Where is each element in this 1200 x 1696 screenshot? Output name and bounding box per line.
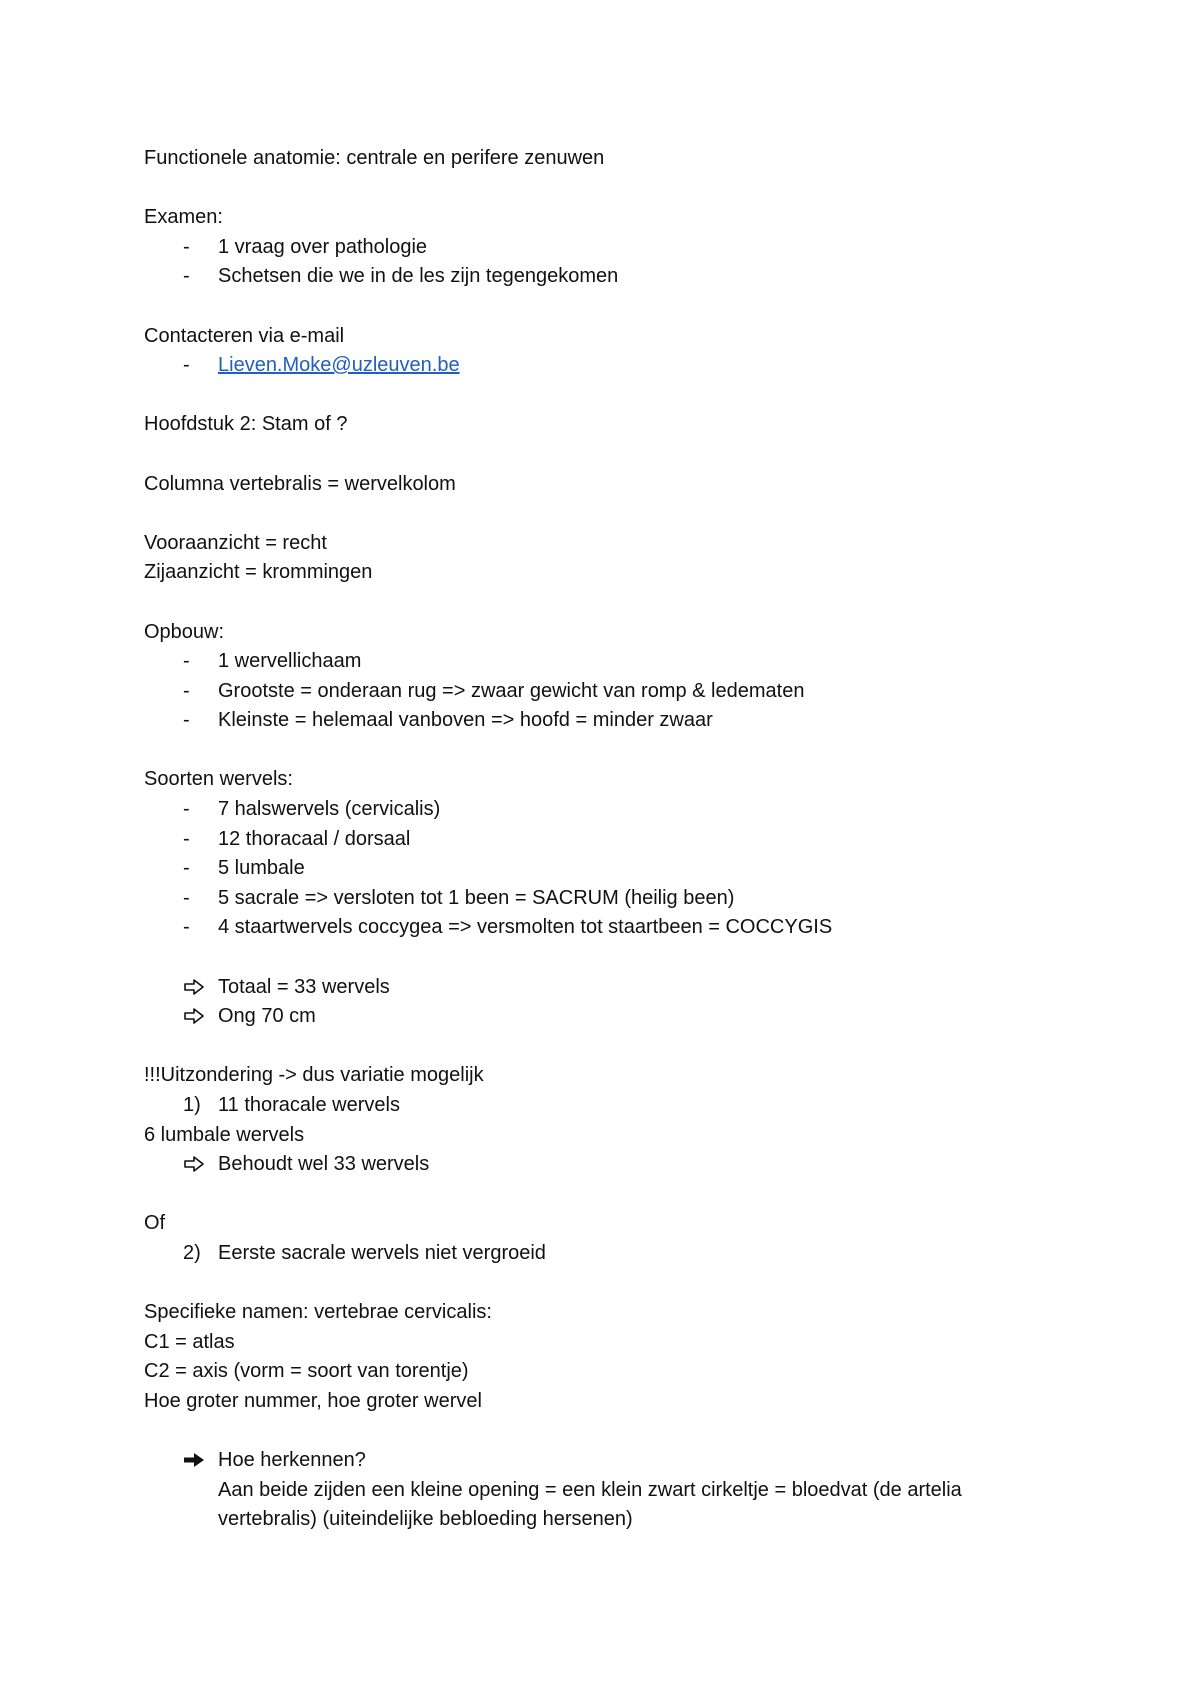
list-item bbox=[144, 913, 1064, 943]
hollow-right-arrow-icon bbox=[183, 973, 205, 1003]
soorten-heading: Soorten wervels: bbox=[144, 768, 293, 791]
list-item-text: Grootste = onderaan rug => zwaar gewicht van romp & ledematen bbox=[218, 679, 805, 702]
list-item-text: 7 halswervels (cervicalis) bbox=[218, 798, 441, 821]
list-item bbox=[144, 351, 1064, 381]
dash-bullet: - bbox=[183, 798, 190, 821]
numbered-item bbox=[144, 1091, 1064, 1121]
dash-bullet: - bbox=[183, 354, 190, 377]
list-item bbox=[144, 677, 1064, 707]
lumbale-line: 6 lumbale wervels bbox=[144, 1123, 305, 1146]
item-number: 1) bbox=[183, 1094, 201, 1116]
list-item bbox=[144, 706, 1064, 736]
dash-bullet: - bbox=[183, 265, 190, 288]
chapter-heading: Hoofdstuk 2: Stam of ? bbox=[144, 413, 348, 436]
dash-bullet: - bbox=[183, 916, 190, 939]
answer-paragraph: Aan beide zijden een kleine opening = een klein zwart cirkeltje = bloedvat (de artelia vertebralis) (uiteindelijke bebloeding hersenen) bbox=[218, 1478, 962, 1531]
bold-right-arrow-icon bbox=[183, 1446, 205, 1476]
document-title: Functionele anatomie: centrale en perifere zenuwen bbox=[144, 147, 605, 169]
columna-line: Columna vertebralis = wervelkolom bbox=[144, 472, 456, 495]
hollow-right-arrow-icon bbox=[183, 1002, 205, 1032]
list-item-text: 1 vraag over pathologie bbox=[218, 235, 428, 258]
opbouw-heading: Opbouw: bbox=[144, 620, 225, 643]
arrow-list-item bbox=[144, 973, 1064, 1003]
list-item-text: 5 lumbale bbox=[218, 857, 305, 880]
email-link[interactable]: Lieven.Moke@uzleuven.be bbox=[218, 354, 460, 377]
uitzondering-heading: !!!Uitzondering -> dus variatie mogelijk bbox=[144, 1064, 484, 1087]
dash-bullet: - bbox=[183, 679, 190, 702]
list-item-text: Eerste sacrale wervels niet vergroeid bbox=[218, 1241, 546, 1264]
list-item-text: Behoudt wel 33 wervels bbox=[218, 1153, 430, 1176]
list-item-text: Hoe herkennen? bbox=[218, 1449, 366, 1472]
document-page bbox=[144, 144, 1064, 1535]
contact-heading: Contacteren via e-mail bbox=[144, 324, 345, 347]
of-line: Of bbox=[144, 1212, 166, 1235]
front-view-line: Vooraanzicht = recht bbox=[144, 531, 327, 554]
list-item bbox=[144, 647, 1064, 677]
dash-bullet: - bbox=[183, 235, 190, 258]
dash-bullet: - bbox=[183, 650, 190, 673]
list-item bbox=[144, 884, 1064, 914]
specifiek-heading: Specifieke namen: vertebrae cervicalis: bbox=[144, 1301, 492, 1324]
numbered-item bbox=[144, 1239, 1064, 1269]
list-item-text: 4 staartwervels coccygea => versmolten tot staartbeen = COCCYGIS bbox=[218, 916, 833, 939]
arrow-list-item bbox=[144, 1446, 1064, 1476]
exam-heading: Examen: bbox=[144, 206, 223, 229]
list-item-text: Ong 70 cm bbox=[218, 1005, 316, 1028]
list-item-text: Kleinste = helemaal vanboven => hoofd = minder zwaar bbox=[218, 709, 713, 732]
c1-line: C1 = atlas bbox=[144, 1330, 235, 1353]
item-number: 2) bbox=[183, 1241, 201, 1264]
list-item-text: Totaal = 33 wervels bbox=[218, 975, 390, 998]
dash-bullet: - bbox=[183, 827, 190, 850]
list-item bbox=[144, 854, 1064, 884]
c2-line: C2 = axis (vorm = soort van torentje) bbox=[144, 1360, 469, 1383]
list-item bbox=[144, 795, 1064, 825]
dash-bullet: - bbox=[183, 709, 190, 732]
list-item-text: Schetsen die we in de les zijn tegengekomen bbox=[218, 265, 619, 288]
dash-bullet: - bbox=[183, 857, 190, 880]
hollow-right-arrow-icon bbox=[183, 1150, 205, 1180]
list-item bbox=[144, 233, 1064, 263]
list-item bbox=[144, 262, 1064, 292]
list-item-text: 11 thoracale wervels bbox=[218, 1094, 400, 1116]
list-item-text: 1 wervellichaam bbox=[218, 650, 362, 673]
dash-bullet: - bbox=[183, 886, 190, 909]
arrow-list-item bbox=[144, 1002, 1064, 1032]
note-line: Hoe groter nummer, hoe groter wervel bbox=[144, 1389, 482, 1412]
side-view-line: Zijaanzicht = krommingen bbox=[144, 561, 373, 584]
arrow-list-item bbox=[144, 1150, 1064, 1180]
list-item-text: 5 sacrale => versloten tot 1 been = SACRUM (heilig been) bbox=[218, 886, 735, 909]
list-item-text: 12 thoracaal / dorsaal bbox=[218, 827, 411, 850]
list-item bbox=[144, 825, 1064, 855]
